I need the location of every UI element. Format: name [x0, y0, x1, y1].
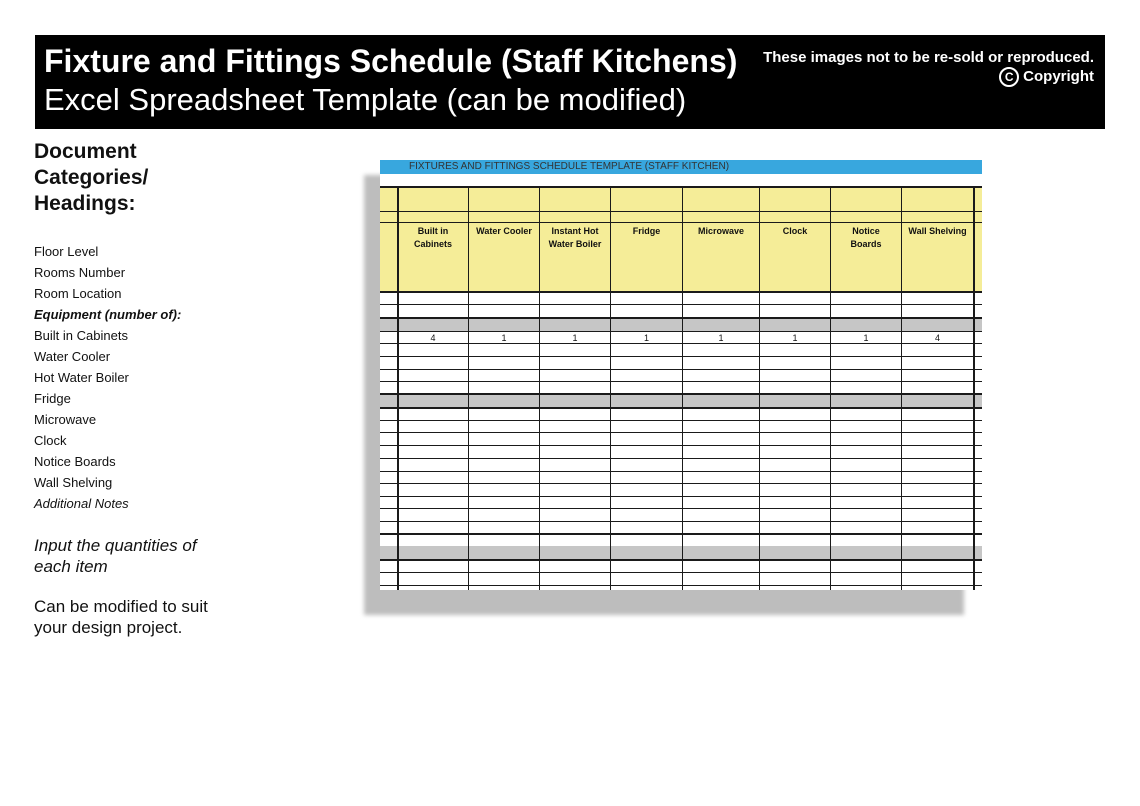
grid-row-line: [380, 521, 982, 522]
column-header: [760, 225, 830, 238]
grid-row-line: [380, 572, 982, 573]
section-band: [380, 546, 982, 559]
grid-row-line: [380, 585, 982, 586]
grid-row-line: [380, 420, 982, 421]
grid-row-line: [380, 483, 982, 484]
column-header-line: Wall Shelving: [908, 226, 967, 236]
category-item: Additional Notes: [34, 496, 129, 511]
grid-row-line: [380, 222, 982, 223]
resale-warning: These images not to be re-sold or reproduced.: [763, 49, 1094, 66]
column-header-line: Microwave: [697, 226, 745, 236]
column-header-line: Water Cooler: [476, 226, 532, 236]
grid-row-line: [380, 508, 982, 509]
spreadsheet-preview: [380, 160, 982, 590]
column-header-line: Built in: [417, 226, 449, 236]
category-item: Built in Cabinets: [34, 328, 128, 343]
grid-row-line: [380, 331, 982, 332]
grid-column-line: [973, 186, 975, 590]
grid-column-line: [901, 186, 902, 590]
quantity-cell: 1: [643, 333, 649, 343]
page-subtitle: Excel Spreadsheet Template (can be modified): [44, 82, 687, 117]
column-header: [540, 225, 610, 251]
column-header-line: Boards: [850, 239, 882, 249]
copyright-notice: [763, 48, 1094, 87]
column-header-line: Notice: [852, 226, 880, 236]
category-item: Fridge: [34, 391, 71, 406]
grid-row-line: [380, 381, 982, 382]
grid-row-line: [380, 186, 982, 188]
column-header: [831, 225, 901, 251]
category-item: Water Cooler: [34, 349, 111, 364]
quantity-cell: 1: [792, 333, 798, 343]
grid-row-line: [380, 471, 982, 472]
category-item: Clock: [34, 433, 67, 448]
category-item: Floor Level: [34, 244, 99, 259]
grid-row-line: [380, 432, 982, 433]
grid-row-line: [380, 304, 982, 305]
copyright-line: [763, 67, 1094, 87]
column-header-line: Fridge: [632, 226, 661, 236]
category-item: Room Location: [34, 286, 122, 301]
grid-column-line: [682, 186, 683, 590]
grid-row-line: [380, 356, 982, 357]
grid-row-line: [380, 407, 982, 409]
grid-column-line: [468, 186, 469, 590]
grid-row-line: [380, 445, 982, 446]
grid-row-line: [380, 343, 982, 344]
quantity-cell: 1: [572, 333, 578, 343]
column-header: [683, 225, 759, 238]
grid-row-line: [380, 559, 982, 561]
column-header: [469, 225, 539, 238]
header-banner: [35, 35, 1105, 129]
grid-row-line: [380, 496, 982, 497]
column-header: [902, 225, 973, 238]
category-item: Hot Water Boiler: [34, 370, 129, 385]
grid-row-line: [380, 317, 982, 319]
quantity-cell: 1: [718, 333, 724, 343]
grid-row-line: [380, 533, 982, 535]
category-item: Rooms Number: [34, 265, 126, 280]
category-sidebar: [34, 139, 264, 638]
category-item: Equipment (number of):: [34, 307, 182, 322]
column-header: [611, 225, 682, 238]
quantity-cell: 4: [430, 333, 436, 343]
quantity-cell: 1: [501, 333, 507, 343]
category-item: Wall Shelving: [34, 475, 113, 490]
grid-row-line: [380, 393, 982, 395]
grid-row-line: [380, 291, 982, 293]
column-header-line: Water Boiler: [548, 239, 602, 249]
section-band: [380, 394, 982, 407]
page-title: Fixture and Fittings Schedule (Staff Kitchens): [44, 43, 738, 79]
copyright-label: Copyright: [1023, 68, 1094, 85]
grid-row-line: [380, 369, 982, 370]
grid-row-line: [380, 458, 982, 459]
column-header-line: Clock: [782, 226, 808, 236]
spreadsheet-title: FIXTURES AND FITTINGS SCHEDULE TEMPLATE (STAFF KITCHEN): [380, 160, 982, 174]
grid-column-line: [759, 186, 760, 590]
categories-heading: Document Categories/ Headings:: [34, 140, 149, 215]
grid-column-line: [610, 186, 611, 590]
modify-note: Can be modified to suit your design project.: [34, 597, 208, 637]
instruction-text: Input the quantities of each item: [34, 536, 197, 576]
section-band: [380, 318, 982, 331]
column-header-line: Instant Hot: [551, 226, 599, 236]
column-header-line: Cabinets: [413, 239, 452, 249]
column-header: [398, 225, 468, 251]
quantity-cell: 1: [863, 333, 869, 343]
category-item: Notice Boards: [34, 454, 116, 469]
grid-row-line: [380, 211, 982, 212]
copyright-icon: C: [999, 67, 1019, 87]
quantity-cell: 4: [934, 333, 940, 343]
category-item: Microwave: [34, 412, 97, 427]
category-list: [34, 241, 264, 514]
